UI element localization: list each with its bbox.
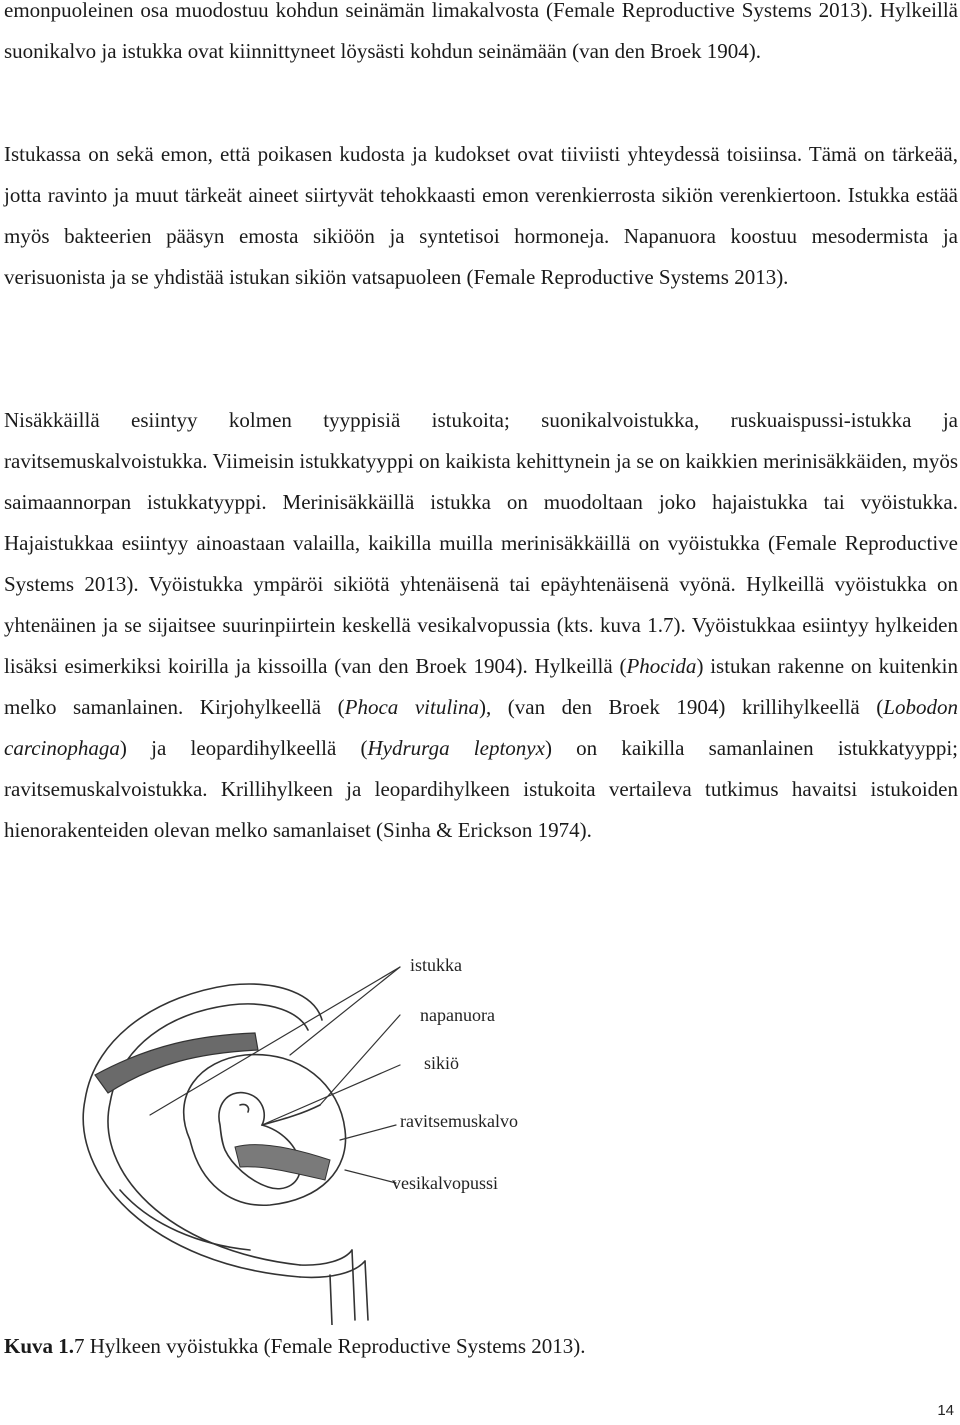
label-sikio: sikiö — [424, 1053, 460, 1073]
uterus-outer-wall — [83, 984, 322, 1277]
species-phoca-vitulina: Phoca vitulina — [344, 695, 479, 719]
species-lobodon-carcinophaga: Lobodon carcinophaga — [4, 695, 958, 760]
paragraph-2-text: Istukassa on sekä emon, että poikasen kudosta ja kudokset ovat tiiviisti yhteydessä toisiinsa. Tämä on tärkeää, jotta ravinto ja muut tärkeät aineet siirtyvät tehokkaasti emon verenkierrosta sikiön verenkiertoon. Istukka estää myös bakteerien pääsyn emosta sikiöön ja syntetisoi hormoneja. Napanuora koostuu mesodermista ja verisuonista ja se yhdistää istukan sikiön vatsapuoleen (Female Reproductive Systems 2013). — [4, 142, 958, 289]
placenta-band — [95, 1033, 258, 1093]
amnion-sac — [184, 1055, 346, 1206]
label-istukka: istukka — [410, 955, 462, 975]
paragraph-3-text-a: Nisäkkäillä esiintyy kolmen tyyppisiä istukoita; suonikalvoistukka, ruskuaispussi-istukka ja ravitsemuskalvoistukka. Viimeisin istukkatyyppi on kaikista kehittynein ja se on kaikkien merinisäkkäiden, myös saimaannorpan istukkatyyppi. Merinisäkkäillä istukka on muodoltaan joko hajaistukka tai vyöistukka. Hajaistukkaa esiintyy ainoastaan valailla, kaikilla muilla merinisäkkäillä on vyöistukka (Female Reproductive Systems 2013). Vyöistukka ympäröi sikiötä yhtenäisenä tai epäyhtenäisenä vyönä. Hylkeillä vyöistukka on yhtenäinen ja se sijaitsee suurinpiirtein keskellä vesikalvopussia (kts. kuva 1.7). Vyöistukkaa esiintyy hylkeiden lisäksi esimerkiksi koirilla ja kissoilla (van den Broek 1904). Hylkeillä ( — [4, 408, 958, 678]
placenta-figure — [0, 925, 960, 1325]
caption-text: Hylkeen vyöistukka (Female Reproductive Systems 2013). — [84, 1334, 586, 1358]
paragraph-3-text-c: ), (van den Broek 1904) krillihylkeellä ( — [479, 695, 884, 719]
paragraph-3-text-d: ) ja leopardihylkeellä ( — [119, 736, 368, 760]
species-hydrurga-leptonyx: Hydrurga leptonyx — [367, 736, 545, 760]
label-napanuora: napanuora — [420, 1005, 495, 1025]
paragraph-2 — [4, 134, 958, 298]
label-vesikalvopussi: vesikalvopussi — [392, 1173, 498, 1193]
page-number: 14 — [937, 1402, 954, 1419]
caption-number: 7 — [74, 1334, 85, 1358]
figure-caption — [4, 1334, 586, 1359]
paragraph-3-text-b: ) istukan rakenne on kuitenkin melko samanlainen. Kirjohylkeellä ( — [4, 654, 958, 719]
species-phocida: Phocida — [626, 654, 697, 678]
membrane-shaded-region — [235, 1145, 330, 1180]
paragraph-3 — [4, 400, 958, 851]
paragraph-3-text-e: ) on kaikilla samanlainen istukkatyyppi; ravitsemuskalvoistukka. Krillihylkeen ja leopardihylkeen istukoita vertaileva tutkimus havaitsi istukoiden hienorakenteiden olevan melko samanlaiset (Sinha & Erickson 1974). — [4, 736, 958, 842]
paragraph-1 — [4, 0, 958, 72]
umbilical-cord — [262, 1105, 320, 1125]
label-ravitsemuskalvo: ravitsemuskalvo — [400, 1111, 518, 1131]
fetus-outline — [219, 1093, 300, 1189]
caption-label: Kuva 1. — [4, 1334, 75, 1358]
paragraph-1-text: emonpuoleinen osa muodostuu kohdun seinämän limakalvosta (Female Reproductive Systems 2013). Hylkeillä suonikalvo ja istukka ovat kiinnittyneet löysästi kohdun seinämään (van den Broek 1904). — [4, 0, 958, 63]
